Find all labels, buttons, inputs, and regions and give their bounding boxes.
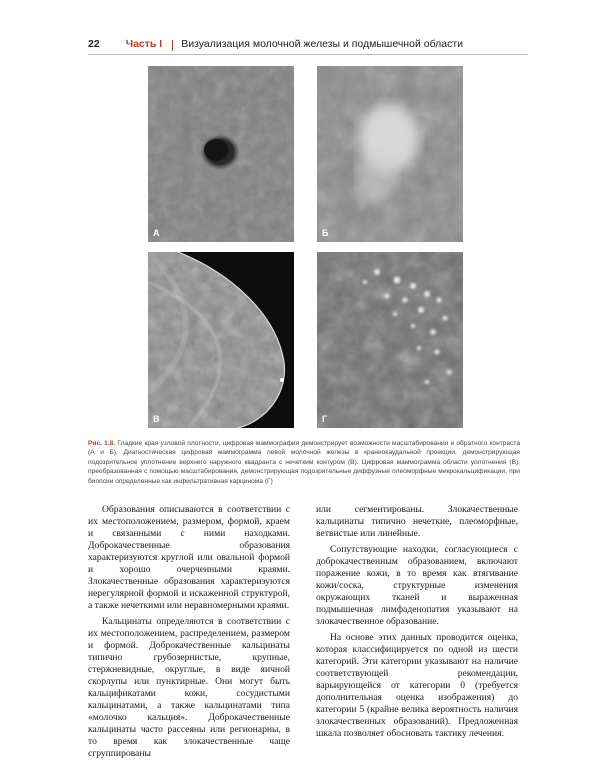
- paragraph: Кальцинаты определяются в соответствии с их местоположением, распределением, размером и формой. Доброкачественные кальцинаты типично грубозернистые, крупные, стержневидные, округлые, в виде яичной скорлупы или пунктирные. Они могут быть кальцификатами кожи, сосудистыми кальцинатами, а также кальцинатами типа «молочко кальция». Доброкачественные кальцинаты часто рассеяны или регионарны, в то время как злокачественные чаще сгруппированы: [88, 616, 290, 759]
- panel-letter: В: [153, 414, 160, 424]
- body-column-left: [88, 504, 290, 764]
- panel-letter: Б: [322, 228, 329, 238]
- mammogram-image-a: [148, 66, 294, 242]
- caption-text: Гладкие края узловой плотности, цифровая маммография демонстрирует возможности масштабирования и обратного контраста (А и Б). Диагностическая цифровая маммограмма левой молочной железы в краниокаудальной проекции, демонстрирующая подозрительное уплотнение верхнего наружного квадранта с нечетким контуром (В). Цифровая маммограмма области уплотнения (В), преобразованная с помощью масштабирования, демонстрирующая подозрительные диффузные плеоморфные микрокальцификации, при биопсии определенные как инфильтративная карцинома (Г): [88, 440, 520, 485]
- figure-panel-g: [317, 252, 463, 428]
- panel-letter: Г: [322, 414, 328, 424]
- body-column-right: [316, 504, 518, 744]
- page-number: 22: [88, 38, 100, 50]
- figure-panel-a: [148, 66, 294, 242]
- paragraph: На основе этих данных проводится оценка, которая классифицируется по одной из шести категорий. Эти категории указывают на наличие соответствующей рекомендации, варьирующейся от категории 0 (требуется дополнительная оценка изображения) до категории 5 (крайне велика вероятность наличия злокачественных образований). Предложенная шкала позволяет обосновать тактику лечения.: [316, 632, 518, 739]
- paragraph: или сегментированы. Злокачественные кальцинаты типично нечеткие, плеоморфные, ветвистые или линейные.: [316, 504, 518, 539]
- figure-panel-b: [317, 66, 463, 242]
- header-separator: [172, 40, 173, 51]
- paragraph: Образования описываются в соответствии с их местоположением, размером, формой, краем и связанными с ними находками. Доброкачественные образования характеризуются круглой или овальной формой и хорошо очерченными краями. Злокачественные образования характеризуются нерегулярной формой и искаженной структурой, а также нечеткими или неравномерными краями.: [88, 504, 290, 611]
- panel-letter: А: [153, 228, 160, 238]
- paragraph: Сопутствующие находки, согласующиеся с доброкачественным образованием, включают поражение кожи, в то время как втягивание кожи/соска, структурные изменения окружающих тканей и выраженная подмышечная лимфаденопатия указывают на злокачественное образование.: [316, 544, 518, 627]
- mammogram-image-b: [317, 66, 463, 242]
- running-title: Визуализация молочной железы и подмышечной области: [181, 38, 464, 50]
- part-label: Часть I: [125, 38, 163, 50]
- figure-panel-v: [148, 252, 294, 428]
- caption-label: Рис. 1.8.: [88, 440, 116, 447]
- running-header: [88, 38, 528, 52]
- figure-caption: [88, 439, 520, 486]
- mammogram-image-g: [317, 252, 463, 428]
- header-rule: [88, 54, 528, 55]
- mammogram-image-v: [148, 252, 294, 428]
